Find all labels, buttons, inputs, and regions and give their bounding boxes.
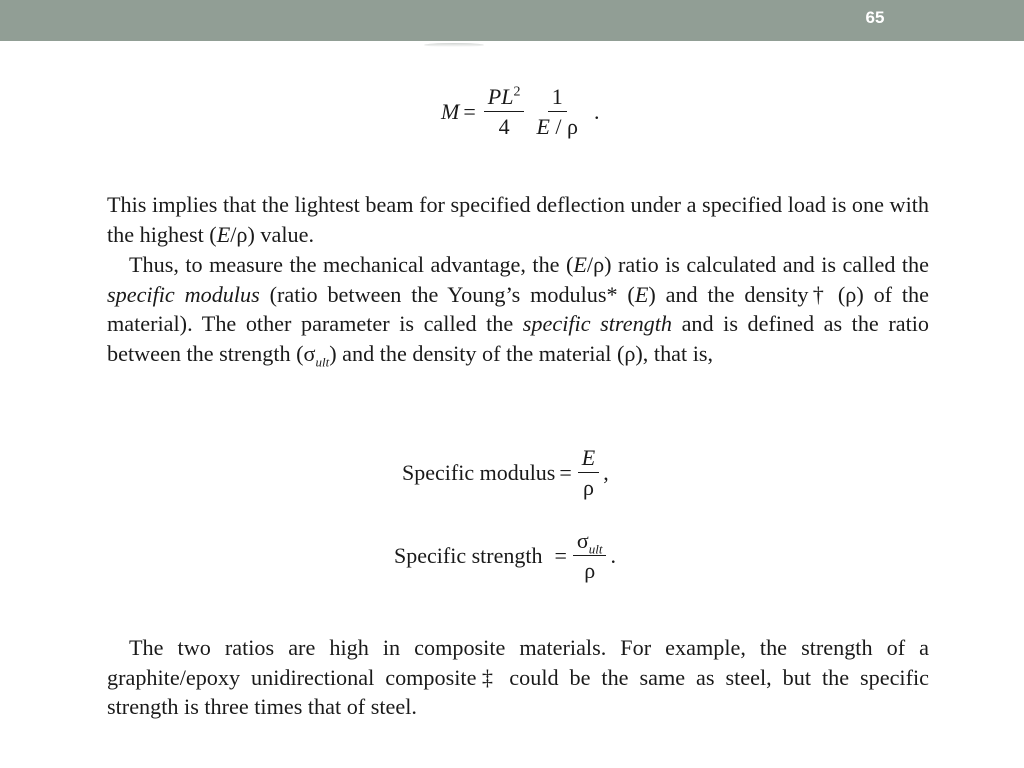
eq-moment-frac2-num: 1	[548, 85, 567, 112]
eq-moment-frac2-den-rho: / ρ	[549, 114, 578, 140]
eq-moment-frac1-num: PL	[487, 84, 514, 109]
eq-moment-frac1-den: 4	[498, 114, 510, 140]
eq-strength-num: σ	[576, 528, 589, 553]
paragraph-2-e1: E	[573, 252, 587, 277]
paragraph-2-t5: and is defined as the ratio between the strength (σ	[107, 311, 929, 366]
eq-modulus-trail: ,	[603, 460, 609, 486]
eq-moment-fraction-2	[532, 85, 582, 139]
eq-strength-equals: =	[554, 543, 567, 569]
paragraph-1-e: E	[216, 221, 231, 247]
eq-modulus-num: E	[578, 446, 599, 473]
eq-modulus-label: Specific modulus	[402, 460, 556, 486]
equation-specific-strength	[394, 529, 616, 583]
eq-strength-fraction	[573, 529, 607, 583]
eq-moment-trail: .	[593, 99, 600, 125]
paragraph-2-specific-modulus: specific modulus	[107, 281, 260, 307]
paragraph-2-t6: ) and the density of the material (ρ), that is,	[329, 340, 714, 366]
paragraph-2-t4: ) and the density† (ρ) of the material). The other parameter is called the	[107, 281, 929, 336]
eq-modulus-den: ρ	[583, 475, 595, 501]
eq-strength-den: ρ	[584, 558, 596, 584]
eq-moment-equals: =	[463, 99, 476, 125]
paragraph-1-text: This implies that the lightest beam for specified deflection under a specified load is one with the highest (	[107, 192, 929, 247]
paragraph-2-sub-ult: ult	[315, 353, 330, 369]
paragraph-2-t2: /ρ) ratio is calculated and is called the	[586, 252, 929, 277]
paragraph-2-e2: E	[634, 281, 649, 307]
slide-number: 65	[865, 8, 885, 27]
eq-moment-frac1-exp: 2	[513, 84, 521, 100]
header-shadow-decoration	[424, 43, 484, 47]
paragraph-1-rest: /ρ) value.	[230, 221, 315, 247]
eq-modulus-fraction	[578, 446, 599, 500]
paragraph-3: The two ratios are high in composite materials. For example, the strength of a graphite/epoxy unidirectional composite‡ could be the same as steel, but the specific strength is three times that of steel.	[107, 635, 929, 719]
eq-modulus-equals: =	[559, 460, 572, 486]
eq-moment-frac2-den-e: E	[536, 114, 550, 140]
equation-specific-modulus	[402, 446, 609, 500]
eq-moment-fraction-1	[484, 85, 525, 139]
eq-strength-trail: .	[610, 543, 616, 569]
equation-moment	[441, 85, 599, 139]
eq-strength-label: Specific strength	[394, 543, 543, 569]
header-bar	[0, 0, 1024, 41]
eq-strength-num-sub: ult	[588, 541, 603, 557]
paragraph-2-specific-strength: specific strength	[522, 311, 673, 336]
paragraph-2-t1: Thus, to measure the mechanical advantage, the (	[129, 252, 574, 277]
paragraph-2	[107, 250, 929, 368]
eq-moment-lhs: M	[441, 99, 460, 125]
paragraph-1	[107, 190, 929, 249]
paragraph-2-t3: (ratio between the Young’s modulus* (	[259, 281, 635, 307]
